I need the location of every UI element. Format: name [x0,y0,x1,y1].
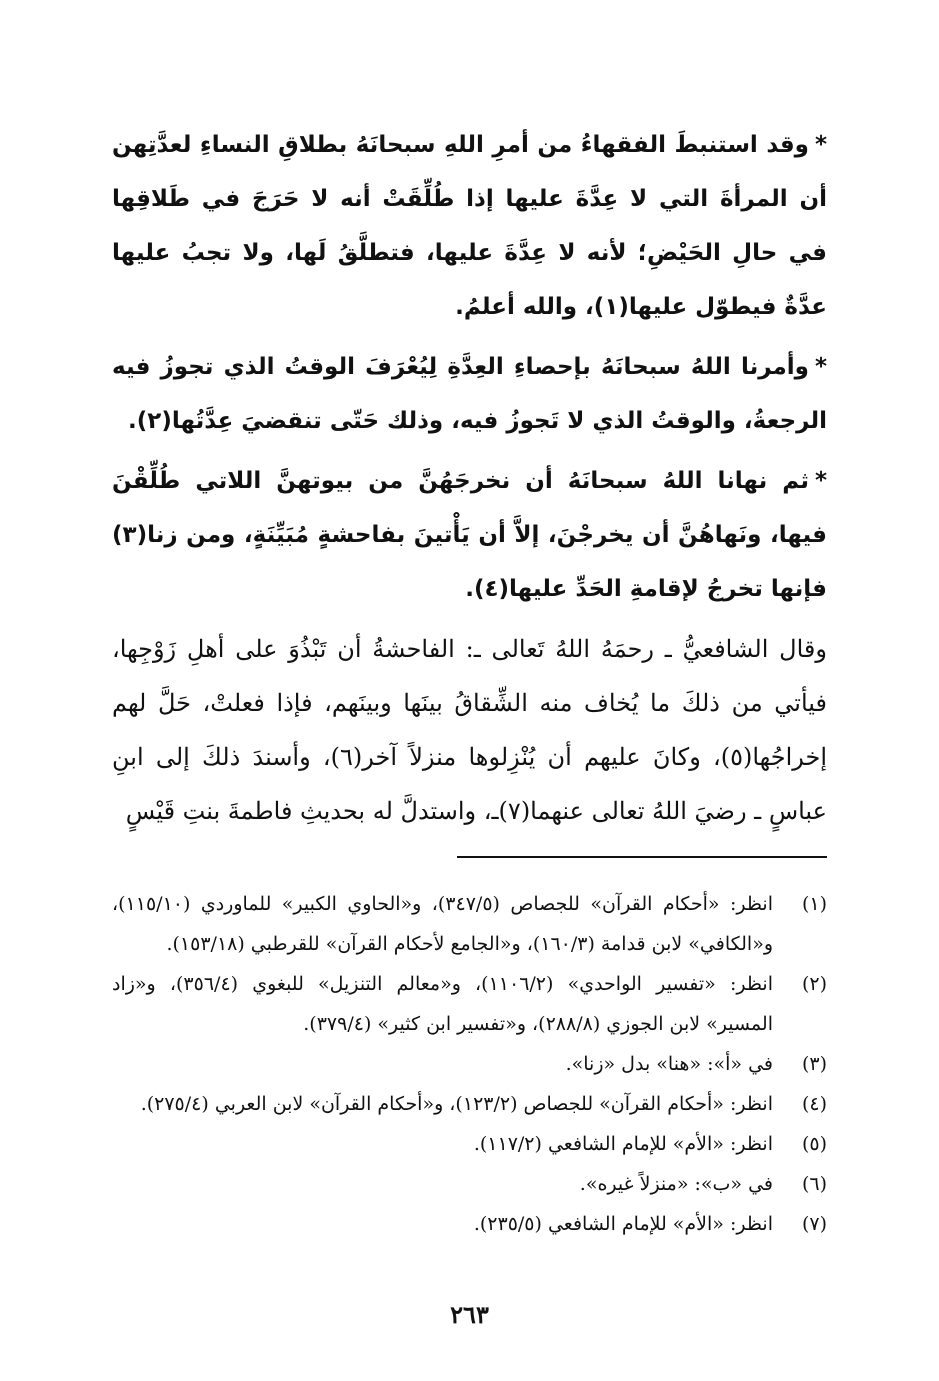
paragraph-1 [112,118,827,334]
footnote-number: (١) [801,893,827,915]
footnote [112,1124,827,1164]
footnote-number: (٥) [801,1133,827,1155]
footnote-separator [457,856,827,858]
paragraph-text: ثم نهانا اللهُ سبحانَهُ أن نخرجَهُنَّ من بيوتهنَّ اللاتي طُلِّقْنَ فيها، ونَهاهُنَّ أن يخرجْنَ، إلاَّ أن يَأْتينَ بفاحشةٍ مُبَيِّنَةٍ، ومن زنا(٣) فإنها تخرجُ لإقامةِ الحَدِّ عليها(٤). [112,468,827,602]
footnote [112,964,827,1044]
footnote-text: في «ب»: «منزلاً غيره». [579,1173,773,1195]
paragraph-text: وقال الشافعيُّ ـ رحمَهُ اللهُ تَعالى ـ: الفاحشةُ أن تَبْذُوَ على أهلِ زَوْجِها، فيأتي من ذلكَ ما يُخاف منه الشِّقاقُ بينَها وبينَهم، فإذا فعلتْ، حَلَّ لهم إخراجُها(٥)، وكانَ عليهم أن يُنْزِلوها منزلاً آخر(٦)، وأسندَ ذلكَ إلى ابنِ عباسٍ ـ رضيَ اللهُ تعالى عنهما(٧)ـ، واستدلَّ له بحديثِ فاطمةَ بنتِ قَيْسٍ [112,635,827,825]
paragraph-text: وأمرنا اللهُ سبحانَهُ بإحصاءِ العِدَّةِ لِيُعْرَفَ الوقتُ الذي تجوزُ فيه الرجعةُ، والوقتُ الذي لا تَجوزُ فيه، وذلك حَتّى تنقضيَ عِدَّتُها(٢). [112,354,827,434]
footnote-text: انظر: «أحكام القرآن» للجصاص (١٢٣/٢)، و«أحكام القرآن» لابن العربي (٢٧٥/٤). [140,1093,773,1115]
main-text [112,118,827,838]
paragraph-2 [112,340,827,448]
star-marker: * [814,354,827,380]
footnote [112,884,827,964]
star-marker: * [814,468,827,494]
footnote-text: في «أ»: «هنا» بدل «زنا». [565,1053,773,1075]
footnote [112,1204,827,1244]
footnote-text: انظر: «الأم» للإمام الشافعي (٢٣٥/٥). [473,1213,773,1235]
paragraph-text: وقد استنبطَ الفقهاءُ من أمرِ اللهِ سبحانَهُ بطلاقِ النساءِ لعدَّتِهن أن المرأةَ التي لا عِدَّةَ عليها إذا طُلِّقَتْ أنه لا حَرَجَ في طَلاقِها في حالِ الحَيْضِ؛ لأنه لا عِدَّةَ عليها، فتطلَّقُ لَها، ولا تجبُ عليها عدَّةٌ فيطوّل عليها(١)، والله أعلمُ. [112,132,827,320]
footnotes [112,884,827,1244]
footnote-number: (٦) [801,1173,827,1195]
paragraph-4 [112,622,827,838]
star-marker: * [814,132,827,158]
page-number: ٢٦٣ [450,1300,489,1329]
footnote-text: انظر: «الأم» للإمام الشافعي (١١٧/٢). [473,1133,773,1155]
footnote-text: انظر: «تفسير الواحدي» (١١٠٦/٢)، و«معالم التنزيل» للبغوي (٣٥٦/٤)، و«زاد المسير» لابن الجوزي (٢٨٨/٨)، و«تفسير ابن كثير» (٣٧٩/٤). [112,973,773,1035]
footnote-number: (٧) [801,1213,827,1235]
paragraph-3 [112,454,827,616]
footnote-number: (٤) [801,1093,827,1115]
footnote [112,1164,827,1204]
footnote [112,1044,827,1084]
footnote-text: انظر: «أحكام القرآن» للجصاص (٣٤٧/٥)، و«الحاوي الكبير» للماوردي (١١٥/١٠)، و«الكافي» لابن قدامة (١٦٠/٣)، و«الجامع لأحكام القرآن» للقرطبي (١٥٣/١٨). [112,893,773,955]
footnote-number: (٢) [801,973,827,995]
footnote-number: (٣) [801,1053,827,1075]
footnote [112,1084,827,1124]
